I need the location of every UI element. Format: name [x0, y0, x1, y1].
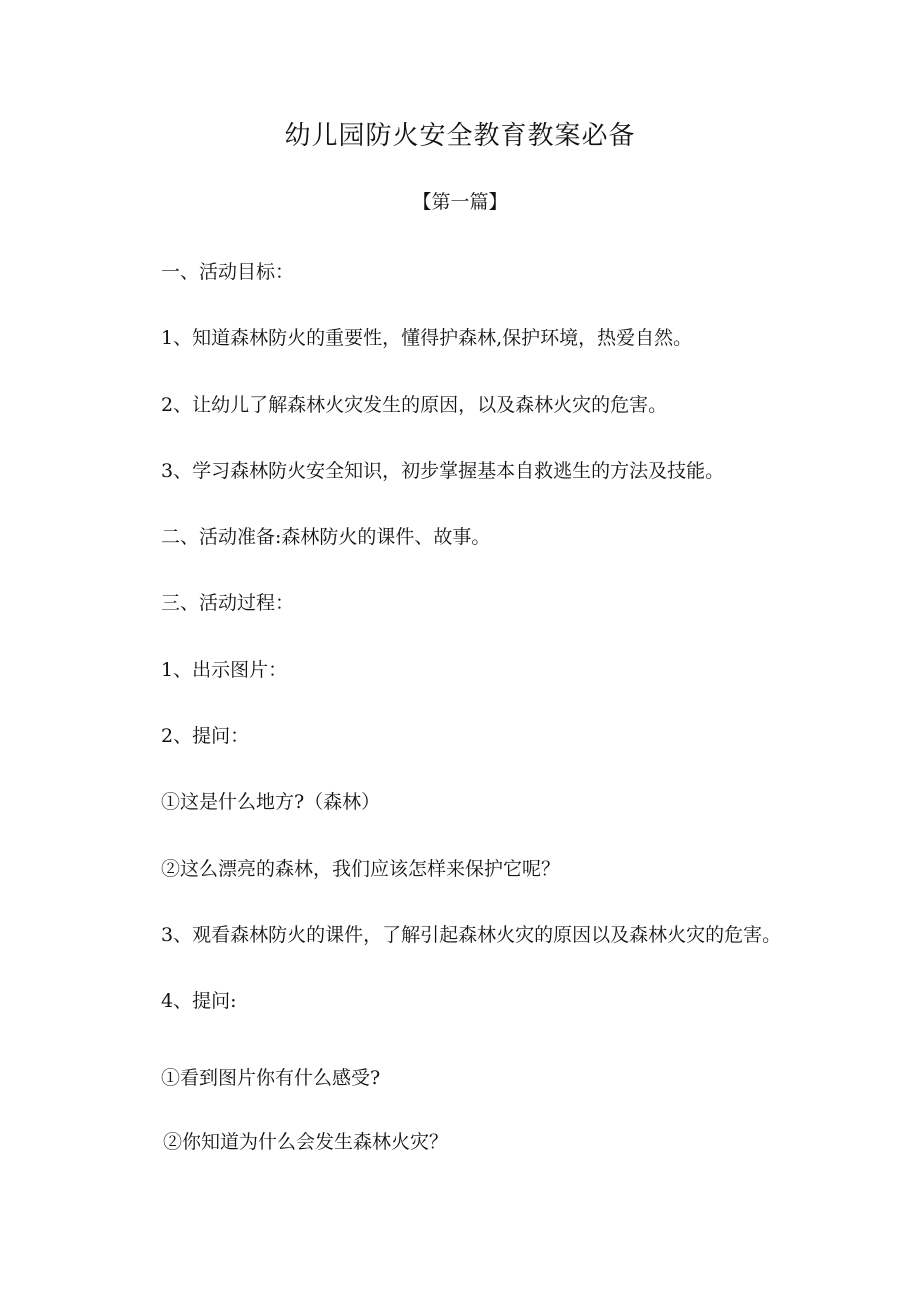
process-step-1: 1、出示图片：	[161, 659, 288, 681]
process-step-2: 2、提问：	[161, 725, 250, 747]
goal-item-3: 3、学习森林防火安全知识，初步掌握基本自救逃生的方法及技能。	[161, 460, 725, 482]
document-title: 幼儿园防火安全教育教案必备	[284, 121, 636, 151]
question-3: ①看到图片你有什么感受?	[161, 1067, 381, 1089]
section-heading: 【第一篇】	[412, 191, 508, 213]
question-2: ②这么漂亮的森林，我们应该怎样来保护它呢？	[161, 858, 561, 880]
goal-item-2: 2、让幼儿了解森林火灾发生的原因，以及森林火灾的危害。	[161, 394, 668, 416]
process-step-3: 3、观看森林防火的课件，了解引起森林火灾的原因以及森林火灾的危害。	[161, 924, 782, 946]
heading-activity-preparation: 二、活动准备:森林防火的课件、故事。	[161, 526, 491, 548]
heading-activity-goals: 一、活动目标：	[161, 261, 295, 283]
question-1: ①这是什么地方?（森林）	[161, 791, 381, 813]
question-4: ②你知道为什么会发生森林火灾？	[163, 1131, 449, 1153]
process-step-4: 4、提问:	[161, 990, 237, 1012]
goal-item-1: 1、知道森林防火的重要性，懂得护森林,保护环境，热爱自然。	[161, 327, 693, 349]
heading-activity-process: 三、活动过程：	[161, 592, 295, 614]
